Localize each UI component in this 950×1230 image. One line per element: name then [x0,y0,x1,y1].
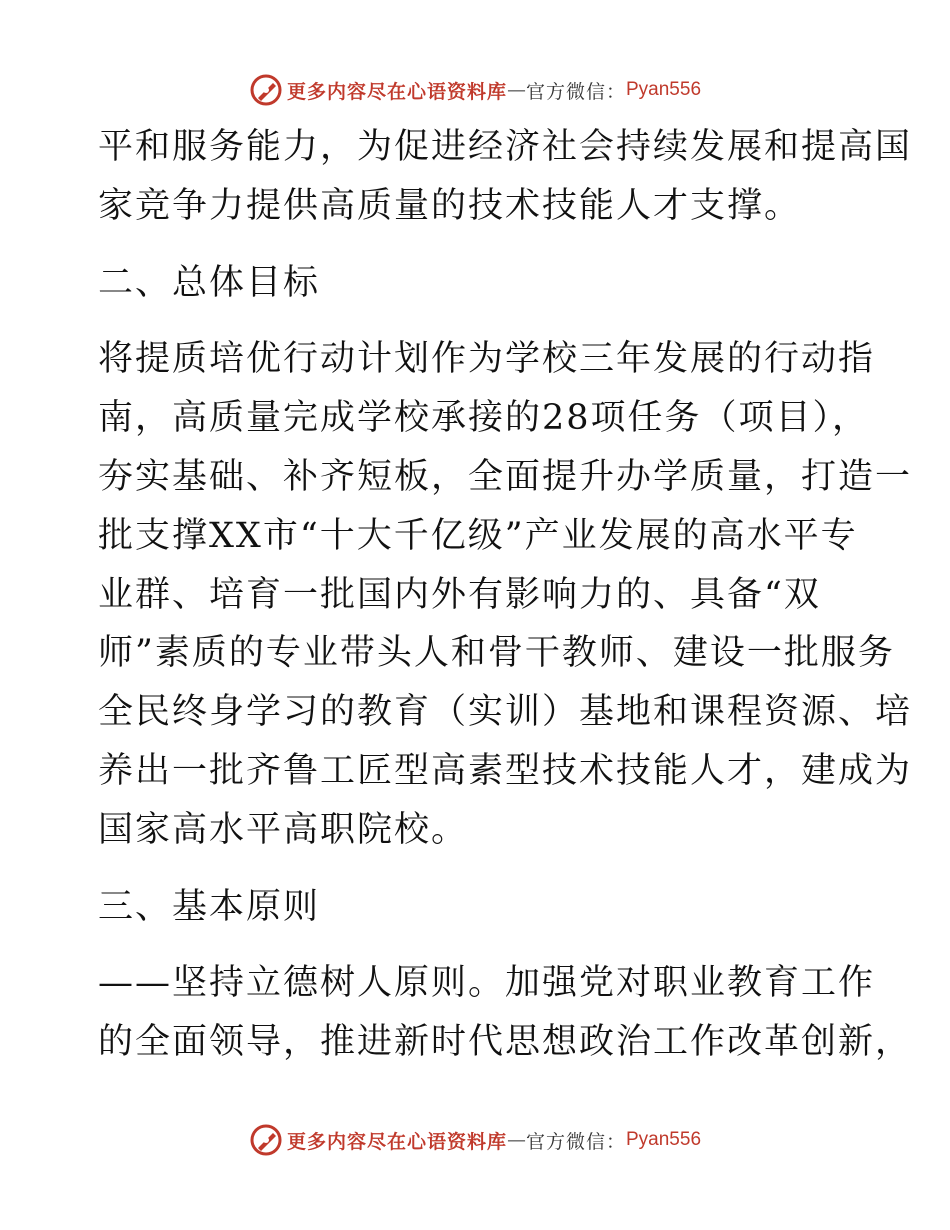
banner-main-text: 更多内容尽在心语资料库 [286,80,507,103]
banner-wechat-label: 官方微信： [525,1130,626,1153]
banner-main-text: 更多内容尽在心语资料库 [286,1130,507,1153]
banner-wechat-label: 官方微信： [525,80,626,103]
header-banner [0,72,950,108]
body-line: 南，高质量完成学校承接的28项任务（项目）， [98,398,870,439]
pen-logo-icon [249,1123,283,1157]
banner-wechat-id: Pyan556 [626,1129,702,1150]
banner-separator: — [506,79,526,101]
body-line: 将提质培优行动计划作为学校三年发展的行动指 [98,339,876,380]
body-line: 全民终身学习的教育（实训）基地和课程资源、培 [98,692,913,733]
section-heading: 三、基本原则 [98,886,321,927]
body-line: ——坚持立德树人原则。加强党对职业教育工作 [98,963,876,1004]
document-body [98,118,913,1072]
body-line: 的全面领导，推进新时代思想政治工作改革创新， [98,1022,913,1063]
body-line: 批支撑XX市“十大千亿级”产业发展的高水平专 [98,515,858,556]
body-line: 养出一批齐鲁工匠型高素型技术技能人才，建成为 [98,750,913,791]
body-line: 业群、培育一批国内外有影响力的、具备“双 [98,574,821,615]
body-line: 师”素质的专业带头人和骨干教师、建设一批服务 [98,633,895,674]
section-heading: 二、总体目标 [98,262,321,303]
footer-banner [0,1122,950,1158]
banner-separator: — [506,1129,526,1151]
body-line: 国家高水平高职院校。 [98,809,469,850]
pen-logo-icon [249,73,283,107]
banner-wechat-id: Pyan556 [626,79,702,100]
body-line: 夯实基础、补齐短板，全面提升办学质量，打造一 [98,456,913,497]
body-line: 家竞争力提供高质量的技术技能人才支撑。 [98,185,802,226]
body-line: 平和服务能力，为促进经济社会持续发展和提高国 [98,127,913,167]
